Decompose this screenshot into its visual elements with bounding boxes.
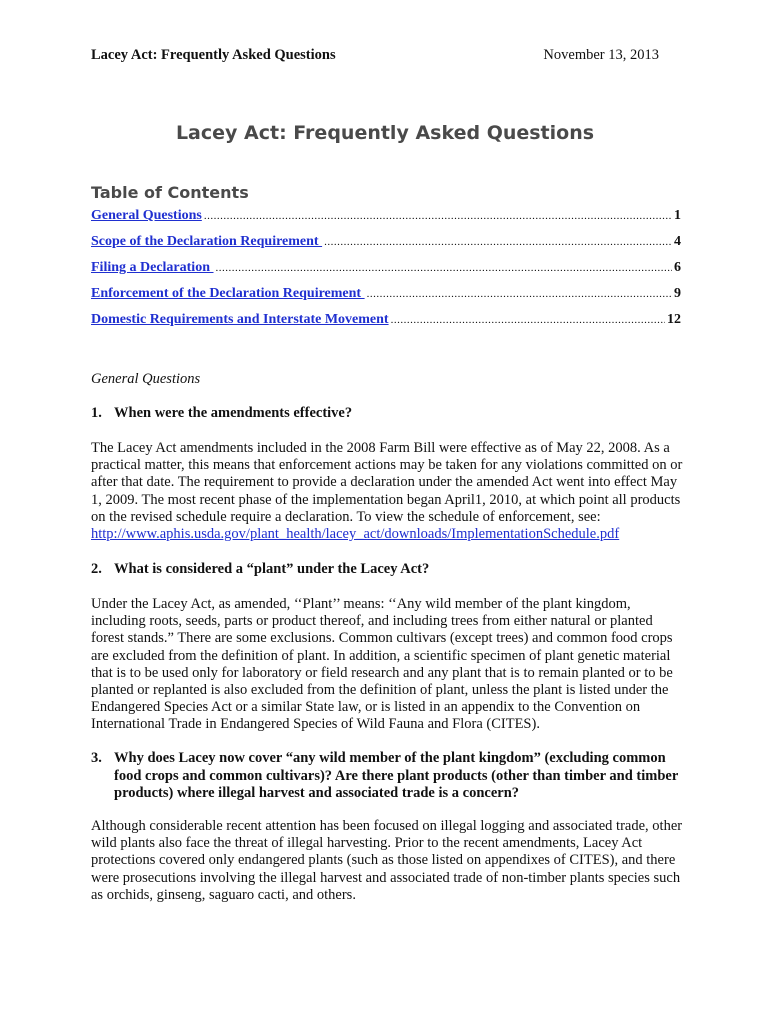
question-heading — [91, 405, 691, 423]
answer-paragraph — [91, 440, 686, 543]
answer-text: The Lacey Act amendments included in the 2008 Farm Bill were effective as of May 22, 2008. As a practical matter, this means that enforcement actions may be taken for any violations committed on or after that date. The requirement to provide a declaration under the amended Act went into effect May 1, 2009. The most recent phase of the implementation began April1, 2010, at which point all products on the revised schedule require a declaration. To view the schedule of enforcement, see: — [91, 440, 683, 525]
toc-heading: Table of Contents — [91, 183, 249, 202]
question-text: Why does Lacey now cover “any wild member of the plant kingdom” (excluding common food crops and common cultivars)? Are there plant products (other than timber and timber products) where illegal harvest and associated trade is a concern? — [114, 750, 679, 801]
running-header-date: November 13, 2013 — [543, 47, 659, 63]
toc-entry[interactable] — [91, 208, 681, 224]
document-title: Lacey Act: Frequently Asked Questions — [175, 122, 595, 144]
toc-link-scope[interactable]: Scope of the Declaration Requirement — [91, 234, 323, 249]
toc-leader-dots — [391, 314, 665, 326]
running-header-title: Lacey Act: Frequently Asked Questions — [91, 47, 336, 63]
toc-page-number: 9 — [674, 286, 681, 301]
toc-leader-dots — [204, 210, 672, 222]
toc-page-number: 12 — [667, 312, 681, 327]
question-number: 2. — [91, 561, 102, 577]
question-heading — [91, 750, 691, 803]
question-number: 3. — [91, 750, 102, 766]
toc-entry[interactable] — [91, 286, 681, 302]
toc-leader-dots — [367, 288, 672, 300]
toc-link-filing[interactable]: Filing a Declaration — [91, 260, 214, 275]
answer-paragraph: Under the Lacey Act, as amended, ‘‘Plant’’ means: ‘‘Any wild member of the plant kingdom, including roots, seeds, parts or product thereof, and including trees from either natural or planted forest stands.” There are some exclusions. Common cultivars (except trees) and common food crops are excluded from the definition of plant. In addition, a scientific specimen of plant genetic material that is to be used only for laboratory or field research and any plant that is to remain planted or to be planted or replanted is also excluded from the definition of plant, unless the plant is listed under the Endangered Species Act or a similar State law, or is listed in an appendix to the Convention on International Trade in Endangered Species of Wild Fauna and Flora (CITES). — [91, 596, 673, 733]
question-number: 1. — [91, 405, 102, 421]
toc-page-number: 4 — [674, 234, 681, 249]
toc-link-general-questions[interactable]: General Questions — [91, 208, 202, 223]
toc-page-number: 6 — [674, 260, 681, 275]
toc-leader-dots — [216, 262, 673, 274]
question-text: When were the amendments effective? — [114, 405, 353, 421]
toc-leader-dots — [324, 236, 672, 248]
toc-link-domestic[interactable]: Domestic Requirements and Interstate Movement — [91, 312, 389, 327]
toc-entry[interactable] — [91, 234, 681, 250]
toc-entry[interactable] — [91, 312, 681, 328]
toc-page-number: 1 — [674, 208, 681, 223]
toc-link-enforcement[interactable]: Enforcement of the Declaration Requirement — [91, 286, 365, 301]
question-text: What is considered a “plant” under the Lacey Act? — [114, 561, 430, 577]
section-heading: General Questions — [91, 371, 201, 387]
toc-entry[interactable] — [91, 260, 681, 276]
schedule-link[interactable]: http://www.aphis.usda.gov/plant_health/lacey_act/downloads/ImplementationSchedule.pdf — [91, 526, 620, 543]
answer-paragraph: Although considerable recent attention has been focused on illegal logging and associated trade, other wild plants also face the threat of illegal harvesting. Prior to the recent amendments, Lacey Act protections covered only endangered plants (such as those listed on appendixes of CITES), and there were prosecutions involving the illegal harvest and associated trade of non-timber plants species such as orchids, ginseng, saguaro cacti, and others. — [91, 818, 683, 903]
question-heading — [91, 561, 691, 579]
